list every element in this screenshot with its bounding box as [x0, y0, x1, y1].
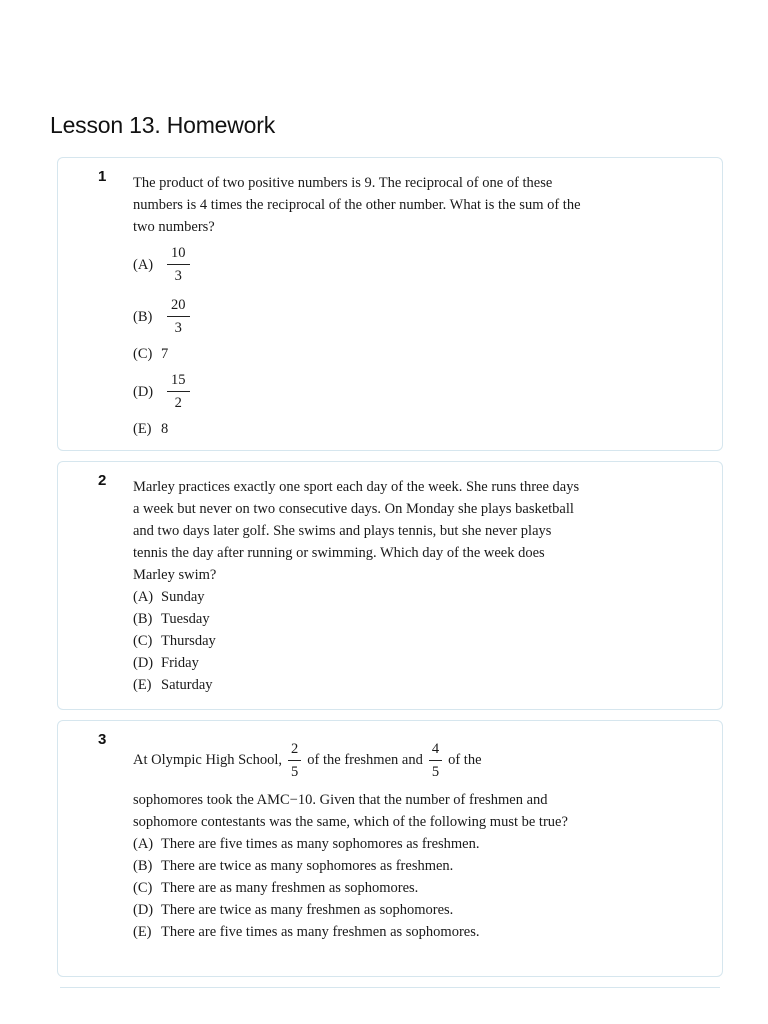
- option-text: There are twice as many freshmen as sophomores.: [161, 902, 454, 918]
- question-card-2: [57, 461, 723, 710]
- option-text: There are twice as many sophomores as freshmen.: [161, 858, 454, 874]
- fraction-numerator: 2: [288, 740, 301, 761]
- option-c[interactable]: [133, 343, 583, 365]
- question-stem: The product of two positive numbers is 9. The reciprocal of one of these numbers is 4 times the reciprocal of the other number. What is the sum of the two numbers?: [133, 175, 581, 235]
- fraction: [167, 296, 190, 337]
- question-number: 1: [98, 168, 107, 185]
- option-d[interactable]: [133, 652, 583, 674]
- question-stem-line: [133, 735, 583, 785]
- fraction-denominator: 5: [291, 763, 299, 780]
- stem-text: of the freshmen and: [307, 752, 423, 768]
- option-label: (E): [133, 677, 152, 693]
- question-stem: sophomores took the AMC−10. Given that the number of freshmen and sophomore contestants was the same, which of the following must be true?: [133, 792, 568, 830]
- option-d[interactable]: [133, 366, 583, 417]
- option-text: Saturday: [161, 677, 213, 693]
- option-label: (D): [133, 902, 154, 918]
- fraction-numerator: 10: [167, 244, 190, 265]
- fraction-denominator: 5: [431, 763, 440, 780]
- option-text: There are five times as many sophomores as freshmen.: [161, 836, 480, 852]
- stem-text: of the: [448, 752, 482, 768]
- option-b[interactable]: [133, 608, 583, 630]
- fraction-numerator: 15: [167, 371, 190, 392]
- question-card-3: [57, 720, 723, 977]
- option-text: There are as many freshmen as sophomores.: [161, 880, 419, 896]
- fraction: [288, 740, 301, 781]
- option-b[interactable]: [133, 291, 583, 342]
- option-c[interactable]: [133, 630, 583, 652]
- option-e[interactable]: [133, 674, 583, 696]
- question-stem: Marley practices exactly one sport each day of the week. She runs three days a week but never on two consecutive days. On Monday she plays basketball and two days later golf. She swims and plays tennis, but she never plays tennis the day after running or swimming. Which day of the week does Marley swim?: [133, 479, 580, 583]
- option-text: Tuesday: [161, 611, 210, 627]
- option-label: (A): [133, 589, 154, 605]
- fraction-denominator: 3: [174, 268, 182, 284]
- fraction-denominator: 2: [174, 395, 182, 411]
- option-d[interactable]: [133, 899, 583, 921]
- option-a[interactable]: [133, 586, 583, 608]
- option-label: (C): [133, 633, 153, 649]
- option-label: (D): [133, 655, 154, 671]
- option-text: Thursday: [161, 633, 216, 649]
- option-a[interactable]: [133, 239, 583, 290]
- fraction-denominator: 3: [174, 320, 182, 336]
- question-body: [133, 735, 583, 943]
- divider: [60, 987, 720, 988]
- option-label: (B): [133, 308, 153, 325]
- option-label: (E): [133, 924, 152, 940]
- option-e[interactable]: [133, 418, 583, 440]
- option-text: Friday: [161, 655, 199, 671]
- page-title: Lesson 13. Homework: [50, 112, 276, 138]
- option-label: (B): [133, 858, 153, 874]
- option-label: (A): [133, 256, 154, 273]
- option-label: (D): [133, 383, 154, 400]
- option-text: There are five times as many freshmen as sophomores.: [161, 924, 480, 940]
- option-label: (C): [133, 880, 153, 896]
- option-a[interactable]: [133, 833, 583, 855]
- stem-text: At Olympic High School,: [133, 752, 283, 768]
- option-label: (C): [133, 346, 153, 362]
- question-number: 3: [98, 731, 107, 748]
- option-c[interactable]: [133, 877, 583, 899]
- question-body: [133, 476, 583, 696]
- option-text: Sunday: [161, 589, 205, 605]
- question-number: 2: [98, 472, 107, 489]
- option-text: 8: [161, 421, 169, 437]
- fraction: [167, 371, 190, 412]
- option-label: (E): [133, 421, 152, 437]
- question-card-1: [57, 157, 723, 451]
- fraction: [429, 740, 442, 781]
- option-b[interactable]: [133, 855, 583, 877]
- fraction-numerator: 20: [167, 296, 190, 317]
- option-label: (B): [133, 611, 153, 627]
- option-text: 7: [161, 346, 169, 362]
- fraction: [167, 244, 190, 285]
- question-body: [133, 172, 583, 440]
- fraction-numerator: 4: [429, 740, 442, 761]
- option-label: (A): [133, 836, 154, 852]
- option-e[interactable]: [133, 921, 583, 943]
